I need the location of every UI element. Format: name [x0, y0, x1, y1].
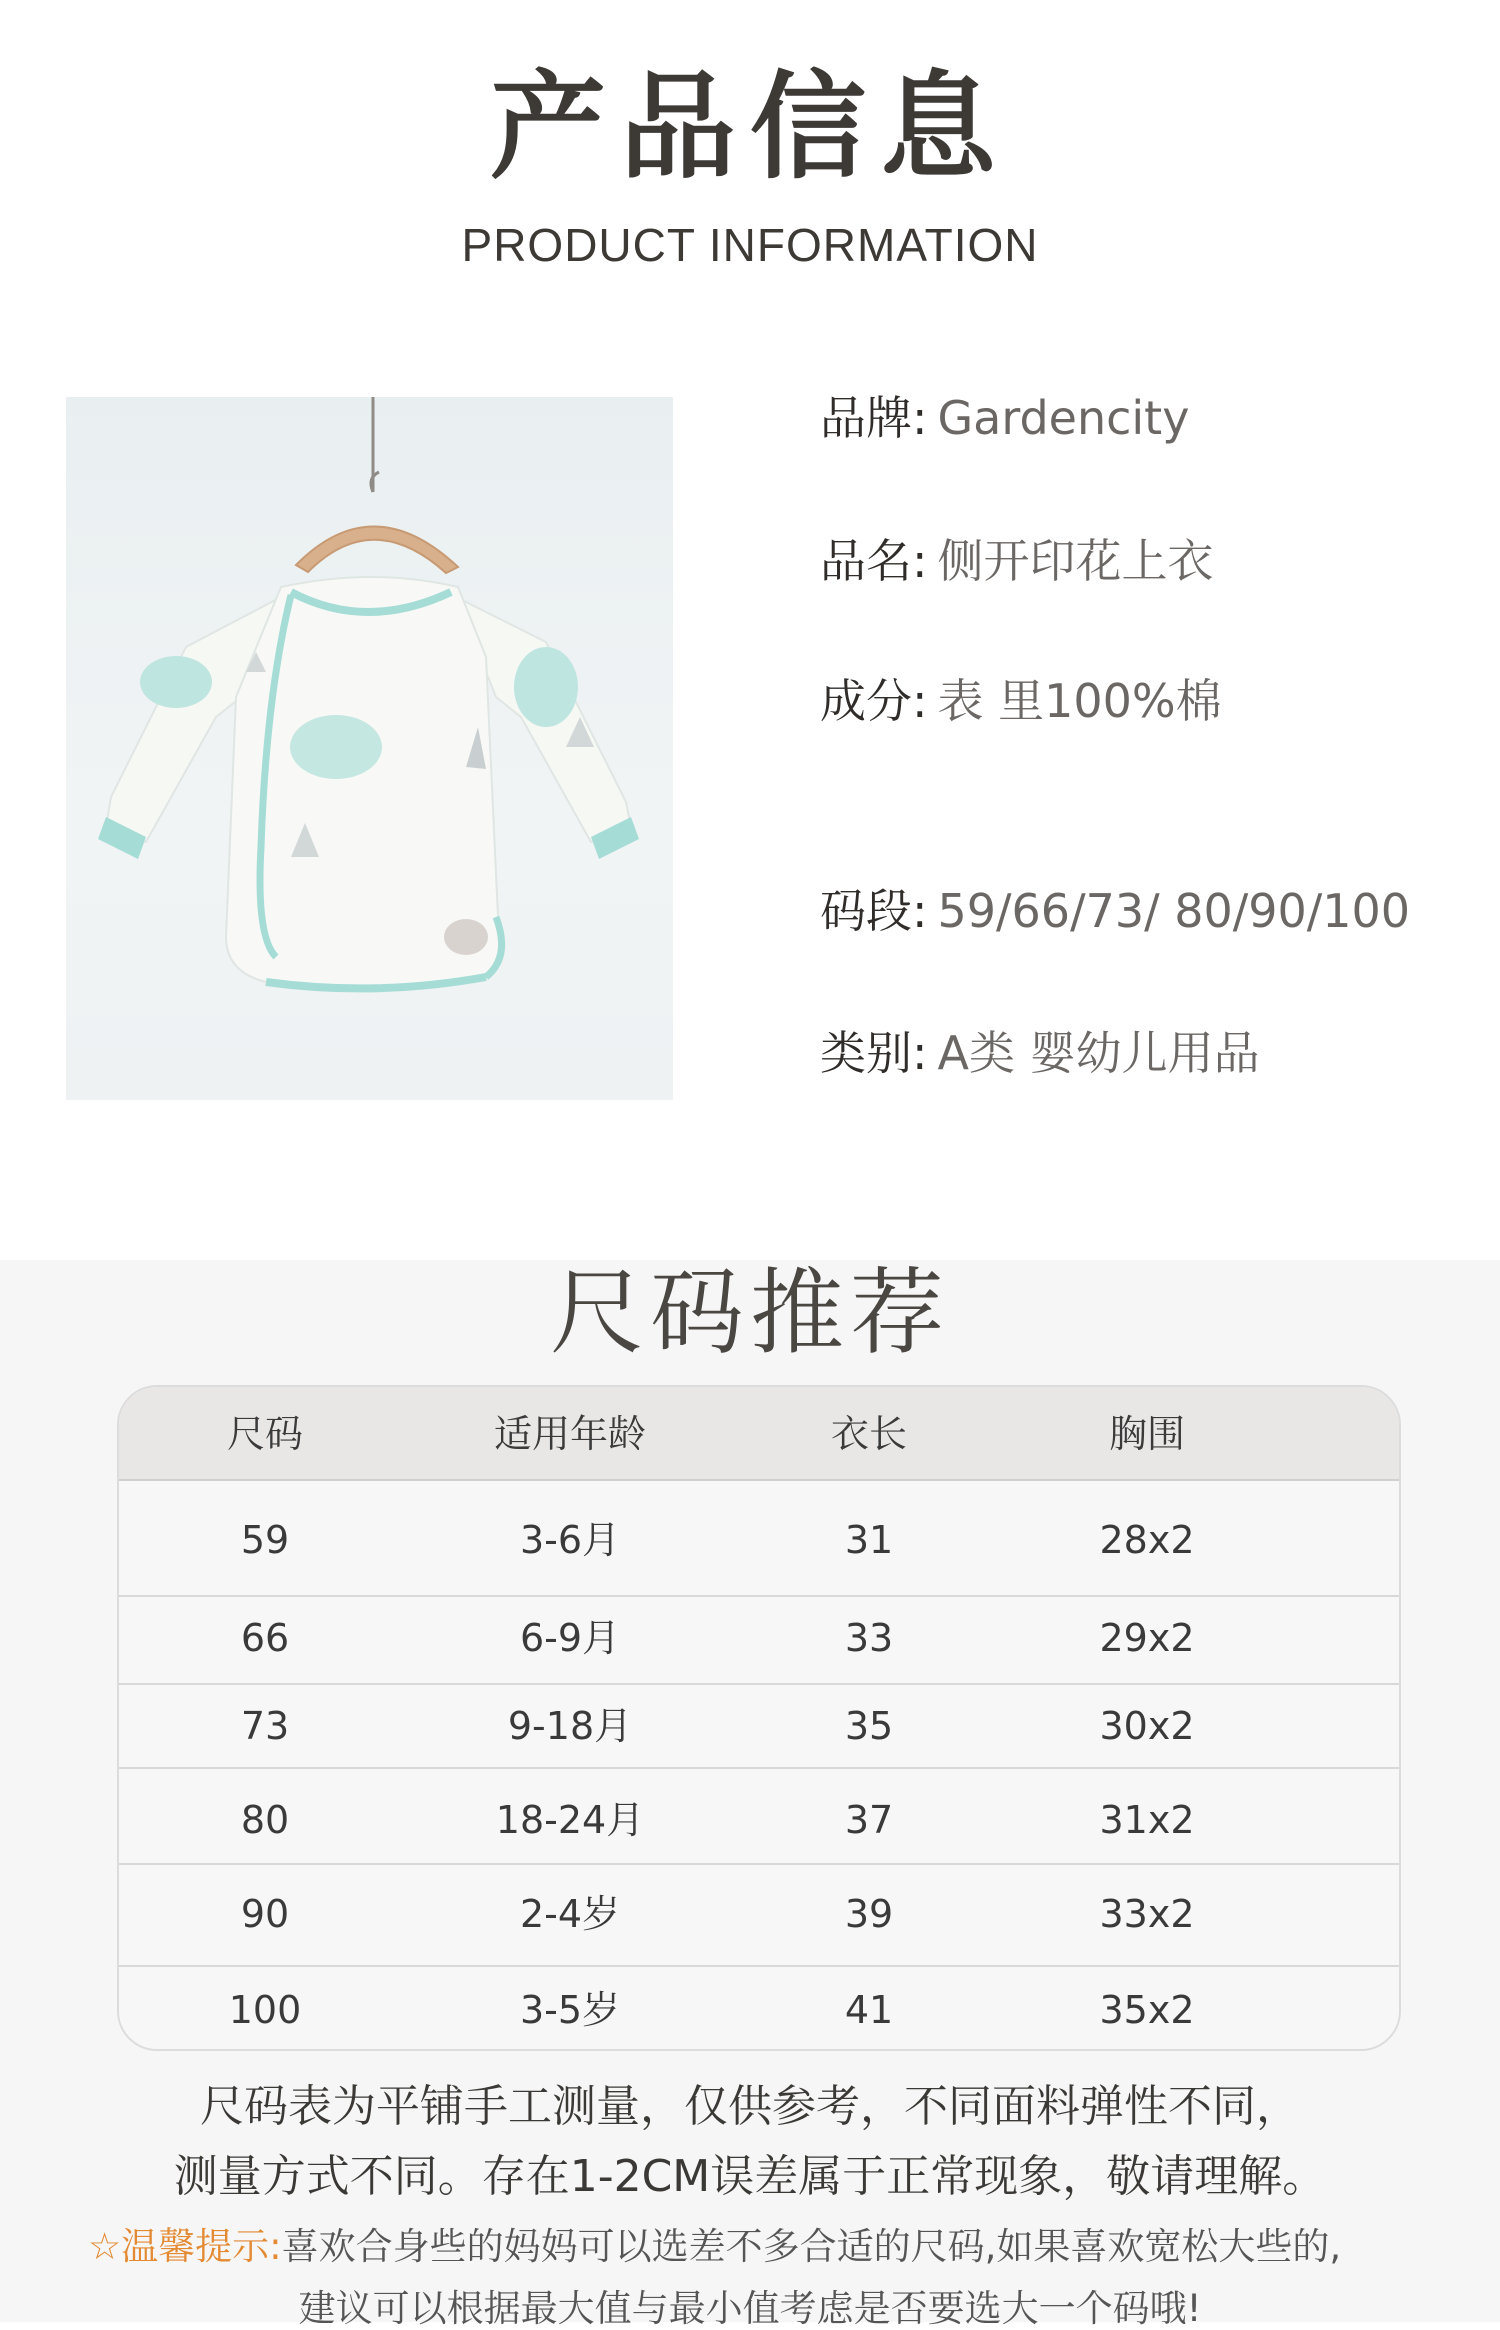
info-category-label: 类别:: [820, 1026, 928, 1080]
cell-chest: 33x2: [1099, 1892, 1195, 1936]
size-table: [117, 1385, 1401, 2051]
cell-chest: 30x2: [1099, 1704, 1195, 1748]
cell-chest: 31x2: [1099, 1798, 1195, 1842]
cell-age: 9-18月: [507, 1704, 633, 1748]
cell-age: 2-4岁: [519, 1892, 621, 1936]
table-row: [119, 1597, 1399, 1685]
tip: [88, 2225, 1342, 2268]
measurement-note-line2: 测量方式不同。存在1-2CM误差属于正常现象，敬请理解。: [173, 2151, 1327, 2202]
tip-label: ☆温馨提示:: [88, 2225, 282, 2268]
info-composition-value: 表 里100%棉: [937, 674, 1222, 728]
info-name: [820, 534, 1214, 588]
tip-line2: 建议可以根据最大值与最小值考虑是否要选大一个码哦!: [298, 2287, 1202, 2330]
cell-length: 33: [844, 1616, 894, 1660]
cell-age: 3-5岁: [519, 1988, 621, 2032]
cell-length: 31: [844, 1518, 894, 1562]
info-brand-label: 品牌:: [820, 391, 928, 445]
cell-age: 6-9月: [519, 1616, 621, 1660]
table-row: [119, 1865, 1399, 1967]
measurement-note-line1: 尺码表为平铺手工测量，仅供参考，不同面料弹性不同，: [200, 2081, 1300, 2132]
header-section: [0, 0, 1500, 300]
info-name-label: 品名:: [820, 534, 928, 588]
info-composition: [820, 674, 1222, 728]
cell-size: 90: [240, 1892, 290, 1936]
tip-text: 喜欢合身些的妈妈可以选差不多合适的尺码,如果喜欢宽松大些的,: [281, 2225, 1342, 2268]
baby-shirt-on-hanger-icon: [66, 397, 673, 1100]
cell-chest: 29x2: [1099, 1616, 1195, 1660]
table-row: [119, 1685, 1399, 1769]
cell-length: 39: [844, 1892, 894, 1936]
product-photo: [66, 397, 673, 1100]
cell-length: 41: [844, 1988, 894, 2032]
cell-size: 80: [240, 1798, 290, 1842]
cell-chest: 28x2: [1099, 1518, 1195, 1562]
cell-size: 100: [228, 1988, 302, 2032]
page-title: 产品信息: [490, 60, 1010, 195]
info-sizes-label: 码段:: [820, 884, 928, 938]
cell-size: 59: [240, 1518, 290, 1562]
column-header: 衣长: [830, 1412, 908, 1456]
cell-length: 37: [844, 1798, 894, 1842]
table-row: [119, 1769, 1399, 1865]
info-category: [820, 1026, 1260, 1080]
table-row: [119, 1967, 1399, 2049]
table-row: [119, 1481, 1399, 1597]
page-subtitle: PRODUCT INFORMATION: [461, 219, 1039, 271]
cell-size: 73: [240, 1704, 290, 1748]
cell-age: 3-6月: [519, 1518, 621, 1562]
cell-chest: 35x2: [1099, 1988, 1195, 2032]
column-header: 胸围: [1108, 1412, 1186, 1456]
info-sizes-value: 59/66/73/ 80/90/100: [937, 884, 1411, 938]
cell-age: 18-24月: [495, 1798, 645, 1842]
column-header: 尺码: [226, 1412, 304, 1456]
cell-length: 35: [844, 1704, 894, 1748]
info-category-value: A类 婴幼儿用品: [937, 1026, 1260, 1080]
column-header: 适用年龄: [493, 1412, 647, 1456]
table-header: [119, 1387, 1399, 1481]
cell-size: 66: [240, 1616, 290, 1660]
size-chart-title: 尺码推荐: [549, 1259, 950, 1368]
info-composition-label: 成分:: [820, 674, 928, 728]
info-brand-value: Gardencity: [937, 391, 1190, 445]
info-name-value: 侧开印花上衣: [937, 534, 1214, 588]
info-sizes: [820, 884, 1411, 938]
info-brand: [820, 391, 1190, 445]
